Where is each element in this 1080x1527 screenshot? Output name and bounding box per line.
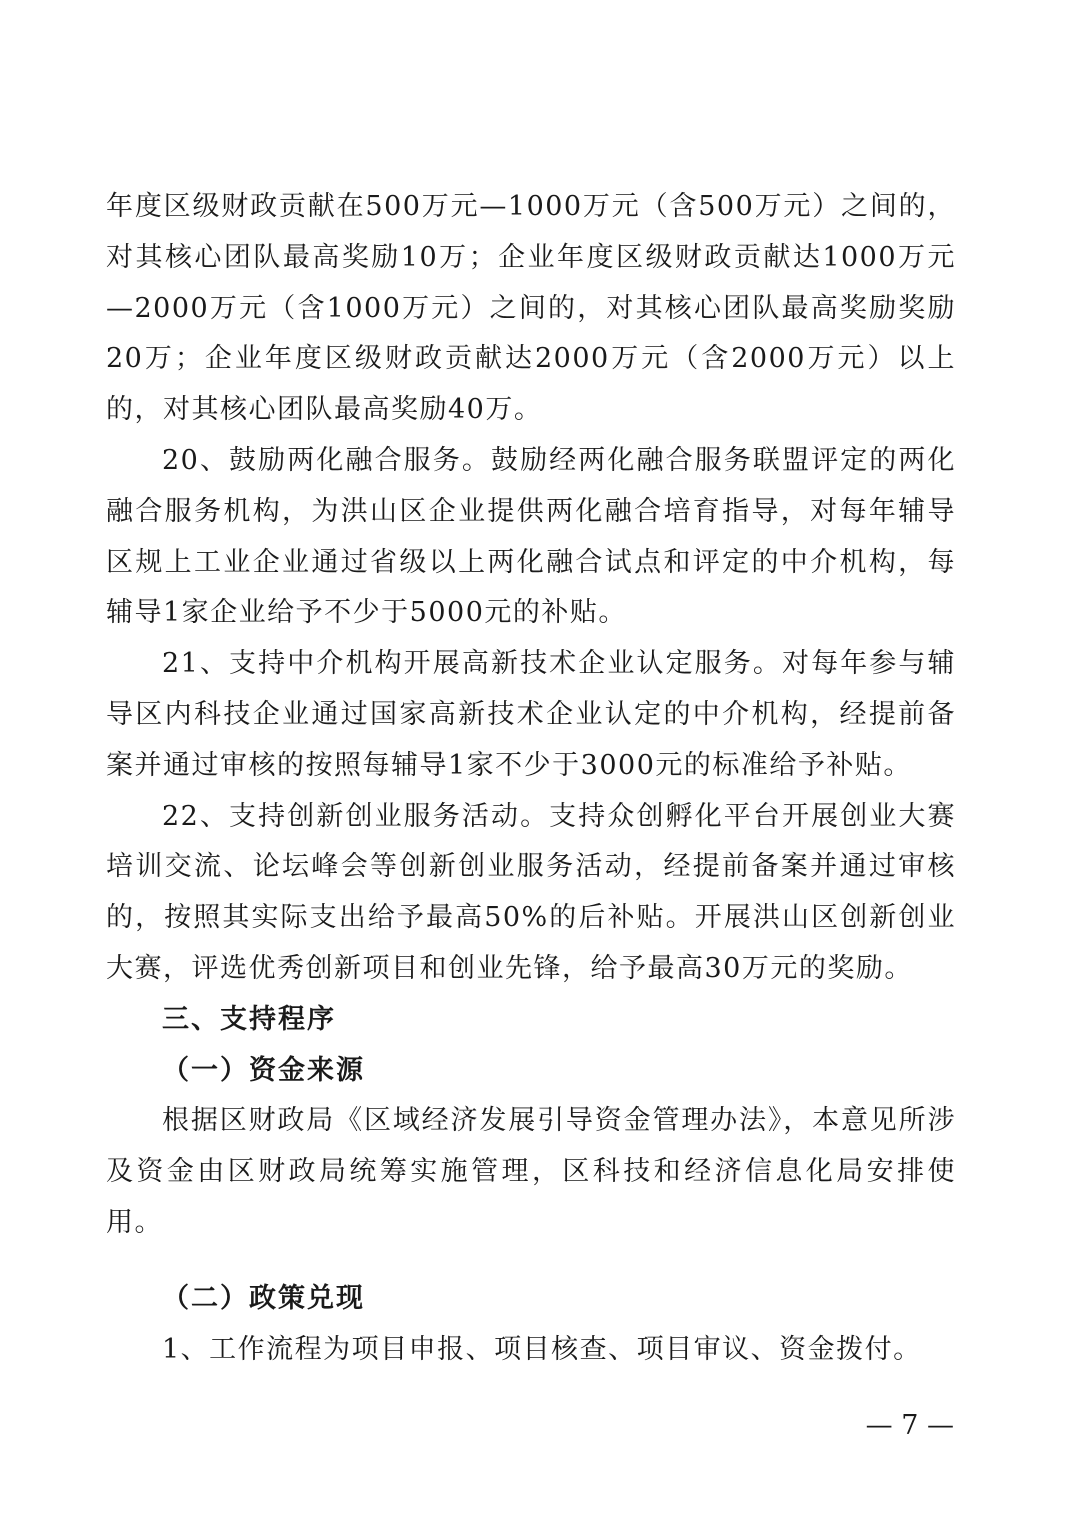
- paragraph-item-20: 20、鼓励两化融合服务。鼓励经两化融合服务联盟评定的两化融合服务机构，为洪山区企业提供两化融合培育指导，对每年辅导区规上工业企业通过省级以上两化融合试点和评定的中介机构，每辅导1家企业给予不少于5000元的补贴。: [106, 444, 956, 629]
- page-body: [106, 182, 956, 1375]
- paragraph-workflow: 1、工作流程为项目申报、项目核查、项目审议、资金拨付。: [162, 1333, 922, 1365]
- paragraph-item-22: 22、支持创新创业服务活动。支持众创孵化平台开展创业大赛培训交流、论坛峰会等创新创业服务活动，经提前备案并通过审核的，按照其实际支出给予最高50%的后补贴。开展洪山区创新创业大赛，评选优秀创新项目和创业先锋，给予最高30万元的奖励。: [106, 800, 956, 984]
- page-number: — 7 —: [865, 1410, 954, 1441]
- subsection-heading-funding-source: （一）资金来源: [162, 1054, 365, 1086]
- paragraph-continuation: 年度区级财政贡献在500万元—1000万元（含500万元）之间的，对其核心团队最高奖励10万；企业年度区级财政贡献达1000万元—2000万元（含1000万元）之间的，对其核心团队最高奖励奖励20万；企业年度区级财政贡献达2000万元（含2000万元）以上的，对其核心团队最高奖励40万。: [106, 191, 956, 426]
- section-heading: 三、支持程序: [162, 1003, 336, 1035]
- paragraph-item-21: 21、支持中介机构开展高新技术企业认定服务。对每年参与辅导区内科技企业通过国家高新技术企业认定的中介机构，经提前备案并通过审核的按照每辅导1家不少于3000元的标准给予补贴。: [106, 648, 956, 781]
- paragraph-funding-source: 根据区财政局《区域经济发展引导资金管理办法》，本意见所涉及资金由区财政局统筹实施管理，区科技和经济信息化局安排使用。: [106, 1105, 956, 1238]
- subsection-heading-policy-fulfillment: （二）政策兑现: [162, 1282, 365, 1314]
